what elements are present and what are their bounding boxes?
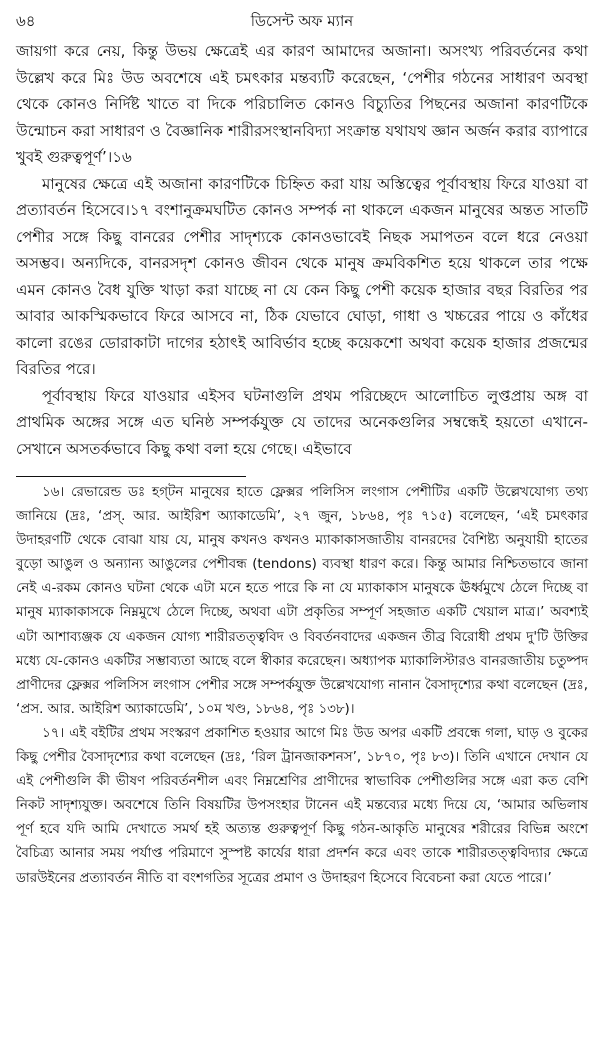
footnote-divider <box>16 476 246 477</box>
page-number: ৬৪ <box>16 12 36 30</box>
body-paragraph: পূর্বাবস্থায় ফিরে যাওয়ার এইসব ঘটনাগুলি প্রথম পরিচ্ছেদে আলোচিত লুপ্তপ্রায় অঙ্গ বা প্রাথমিক অঙ্গের সঙ্গে এত ঘনিষ্ঠ সম্পর্কযুক্ত যে তাদের অনেকগুলির সম্বন্ধেই হয়তো এখানে-সেখানে অসতর্কভাবে কিছু কথা বলা হয়ে গেছে। এইভাবে <box>16 386 588 458</box>
body-paragraph: মানুষের ক্ষেত্রে এই অজানা কারণটিকে চিহ্নিত করা যায় অস্তিত্বের পূর্বাবস্থায় ফিরে যাওয়া বা প্রত্যাবর্তন হিসেবে।১৭ বংশানুক্রমঘটিত কোনও সম্পর্ক না থাকলে একজন মানুষের অন্তত সাতটি পেশীর সঙ্গে কিছু বানরের পেশীর সাদৃশ্যকে কোনওভাবেই নিছক সমাপতন বলে ধরে নেওয়া অসম্ভব। অন্যদিকে, বানরসদৃশ কোনও জীবন থেকে মানুষ ক্রমবিকশিত হয়ে থাকলে তার পক্ষে এমন কোনও বৈধ যুক্তি খাড়া করা যাচ্ছে না যে কেন কিছু পেশী কয়েক হাজার বছর বিরতির পর আবার আকস্মিকভাবে ফিরে আসবে না, ঠিক যেভাবে ঘোড়া, গাধা ও খচ্চরের পায়ে ও কাঁধের কালো রঙের ডোরাকাটা দাগের হঠাৎই আবির্ভাব হচ্ছে কয়েকশো অথবা কয়েক হাজার প্রজন্মের বিরতির পরে। <box>16 174 588 378</box>
page-header <box>16 6 588 36</box>
footnotes <box>16 481 588 891</box>
body-paragraph: জায়গা করে নেয়, কিন্তু উভয় ক্ষেত্রেই এর কারণ আমাদের অজানা। অসংখ্য পরিবর্তনের কথা উল্লেখ করে মিঃ উড অবশেষে এই চমৎকার মন্তব্যটি করেছেন, ‘পেশীর গঠনের সাধারণ অবস্থা থেকে কোনও নির্দিষ্ট খাতে বা দিকে পরিচালিত কোনও বিচ্যুতির পিছনের অজানা কারণটিকে উন্মোচন করা সাধারণ ও বৈজ্ঞানিক শারীরসংস্থানবিদ্যা সংক্রান্ত যথাযথ জ্ঞান অর্জন করার ব্যাপারে খুবই গুরুত্বপূর্ণ’।১৬ <box>16 42 588 166</box>
main-text <box>16 38 588 462</box>
running-title: ডিসেন্ট অফ ম্যান <box>250 12 354 30</box>
footnote: ১৬। রেভারেন্ড ডঃ হগ্‌টন মানুষের হাতে ফ্লেক্সর পলিসিস লংগাস পেশীটির একটি উল্লেখযোগ্য তথ্য জানিয়ে (দ্রঃ, ‘প্রস্. আর. আইরিশ অ্যাকাডেমি’, ২৭ জুন, ১৮৬৪, পৃঃ ৭১৫) বলেছেন, ‘এই চমৎকার উদাহরণটি থেকে বোঝা যায় যে, মানুষ কখনও কখনও ম্যাকাকাসজাতীয় বানরদের বৈশিষ্ট্য অনুযায়ী হাতের বুড়ো আঙুল ও অন্যান্য আঙুলের পেশীবন্ধ (tendons) ব্যবস্থা ধারণ করে। কিন্তু আমার নিশ্চিতভাবে জানা নেই এ-রকম কোনও ঘটনা থেকে এটা মনে হতে পারে কি না যে ম্যাকাকাস মানুষকে ঊর্ধ্বমুখে ঠেলে দিচ্ছে বা মানুষ ম্যাকাকাসকে নিম্নমুখে ঠেলে দিচ্ছে, অথবা এটা প্রকৃতির সম্পূর্ণ সহজাত একটি খেয়াল মাত্র।’ অবশ্যই এটা আশাব্যঞ্জক যে একজন যোগ্য শারীরতত্ত্ববিদ ও বিবর্তনবাদের একজন তীব্র বিরোধী প্রথম দু'টি উক্তির মধ্যে যে-কোনও একটির সম্ভাব্যতা আছে বলে স্বীকার করেছেন। অধ্যাপক ম্যাকালিস্টারও বানরজাতীয় চতুষ্পদ প্রাণীদের ফ্লেক্সর পলিসিস লংগাস পেশীর সঙ্গে সম্পর্কযুক্ত উল্লেখযোগ্য নানান বৈসাদৃশ্যের কথা বলেছেন (দ্রঃ, ‘প্রস. আর. আইরিশ অ্যাকাডেমি’, ১০ম খণ্ড, ১৮৬৪, পৃঃ ১৩৮)। <box>16 485 588 717</box>
footnote: ১৭। এই বইটির প্রথম সংস্করণ প্রকাশিত হওয়ার আগে মিঃ উড অপর একটি প্রবন্ধে গলা, ঘাড় ও বুকের কিছু পেশীর বৈসাদৃশ্যের কথা বলেছেন (দ্রঃ, ‘রিল ট্রানজাকশনস’, ১৮৭০, পৃঃ ৮৩)। তিনি এখানে দেখান যে এই পেশীগুলি কী ভীষণ পরিবর্তনশীল এবং নিম্নশ্রেণির প্রাণীদের স্বাভাবিক পেশীগুলির সঙ্গে এরা কত বেশি নিকট সাদৃশ্যযুক্ত। অবশেষে তিনি বিষয়টির উপসংহার টানেন এই মন্তব্যের মধ্যে দিয়ে যে, ‘আমার অভিলাষ পূর্ণ হবে যদি আমি দেখাতে সমর্থ হই অত্যন্ত গুরুত্বপূর্ণ কিছু গঠন-আকৃতি মানুষের শরীরের বিভিন্ন অংশে বৈচিত্র্য আনার সময় পর্যাপ্ত পরিমাণে সুস্পষ্ট কার্যের ধারা প্রদর্শন করে এবং তাকে শারীরতত্ত্ববিদ্যার ক্ষেত্রে ডারউইনের প্রত্যাবর্তন নীতি বা বংশগতির সূত্রের প্রমাণ ও উদাহরণ হিসেবে বিবেচনা করা যেতে পারে।’ <box>16 725 588 886</box>
